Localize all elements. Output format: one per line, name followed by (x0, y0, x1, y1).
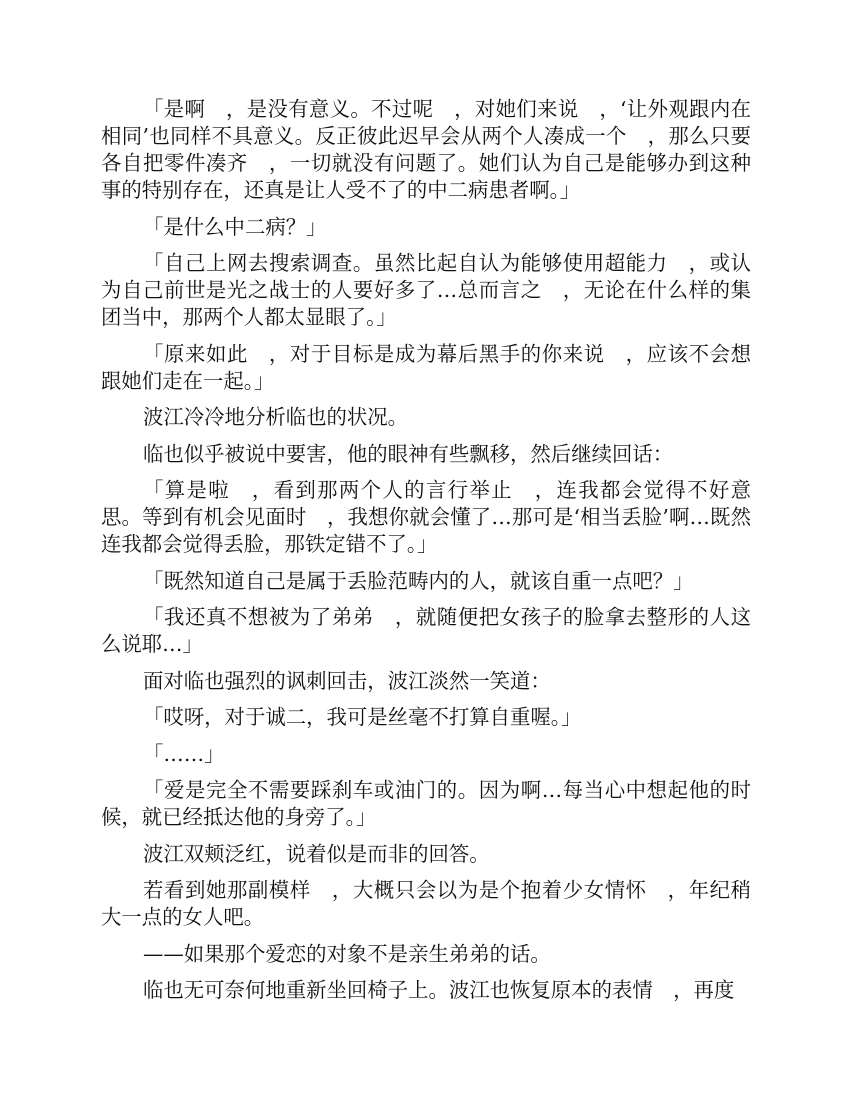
paragraph: 「……」 (143, 741, 225, 766)
paragraph: 「哎呀，对于诚二，我可是丝毫不打算自重喔。」 (143, 705, 582, 729)
paragraph: 「是啊 ，是没有意义。不过呢 ，对她们来说 ，‘让外观跟内在相同’也同样不具意义。反正彼此迟早会从两个人凑成一个 ，那么只要各自把零件凑齐 ，一切就没有问题了。她们认为自己是能够办到这种事的特别存在，还真是让人受不了的中二病患者啊。」 (101, 97, 751, 202)
paragraph: 「我还真不想被为了弟弟 ，就随便把女孩子的脸拿去整形的人这么说耶…」 (101, 605, 751, 656)
paragraph: ——如果那个爱恋的对象不是亲生弟弟的话。 (143, 941, 551, 966)
paragraph: 临也似乎被说中要害，他的眼神有些飘移，然后继续回话： (143, 441, 674, 466)
paragraph: 「爱是完全不需要踩刹车或油门的。因为啊…每当心中想起他的时候，就已经抵达他的身旁了。」 (101, 778, 751, 829)
paragraph: 临也无可奈何地重新坐回椅子上。波江也恢复原本的表情 ，再度 (143, 978, 735, 1002)
paragraph: 波江双颊泛红，说着似是而非的回答。 (143, 841, 490, 866)
paragraph: 「既然知道自己是属于丢脸范畴内的人，就该自重一点吧？」 (143, 568, 694, 593)
document-page (101, 96, 751, 1014)
paragraph: 波江冷冷地分析临也的状况。 (143, 405, 409, 429)
paragraph: 「原来如此 ，对于目标是成为幕后黑手的你来说 ，应该不会想跟她们走在一起。」 (101, 341, 751, 393)
paragraph: 「是什么中二病？」 (143, 214, 327, 239)
paragraph: 若看到她那副模样 ，大概只会以为是个抱着少女情怀 ，年纪稍大一点的女人吧。 (101, 878, 751, 929)
paragraph: 「自己上网去搜索调查。虽然比起自认为能够使用超能力 ，或认为自己前世是光之战士的人要好多了…总而言之 ，无论在什么样的集团当中，那两个人都太显眼了。」 (101, 251, 751, 329)
paragraph: 「算是啦 ，看到那两个人的言行举止 ，连我都会觉得不好意思。等到有机会见面时 ，我想你就会懂了…那可是‘相当丢脸’啊…既然连我都会觉得丢脸，那铁定错不了。」 (101, 478, 751, 556)
paragraph: 面对临也强烈的讽刺回击，波江淡然一笑道： (143, 668, 551, 693)
